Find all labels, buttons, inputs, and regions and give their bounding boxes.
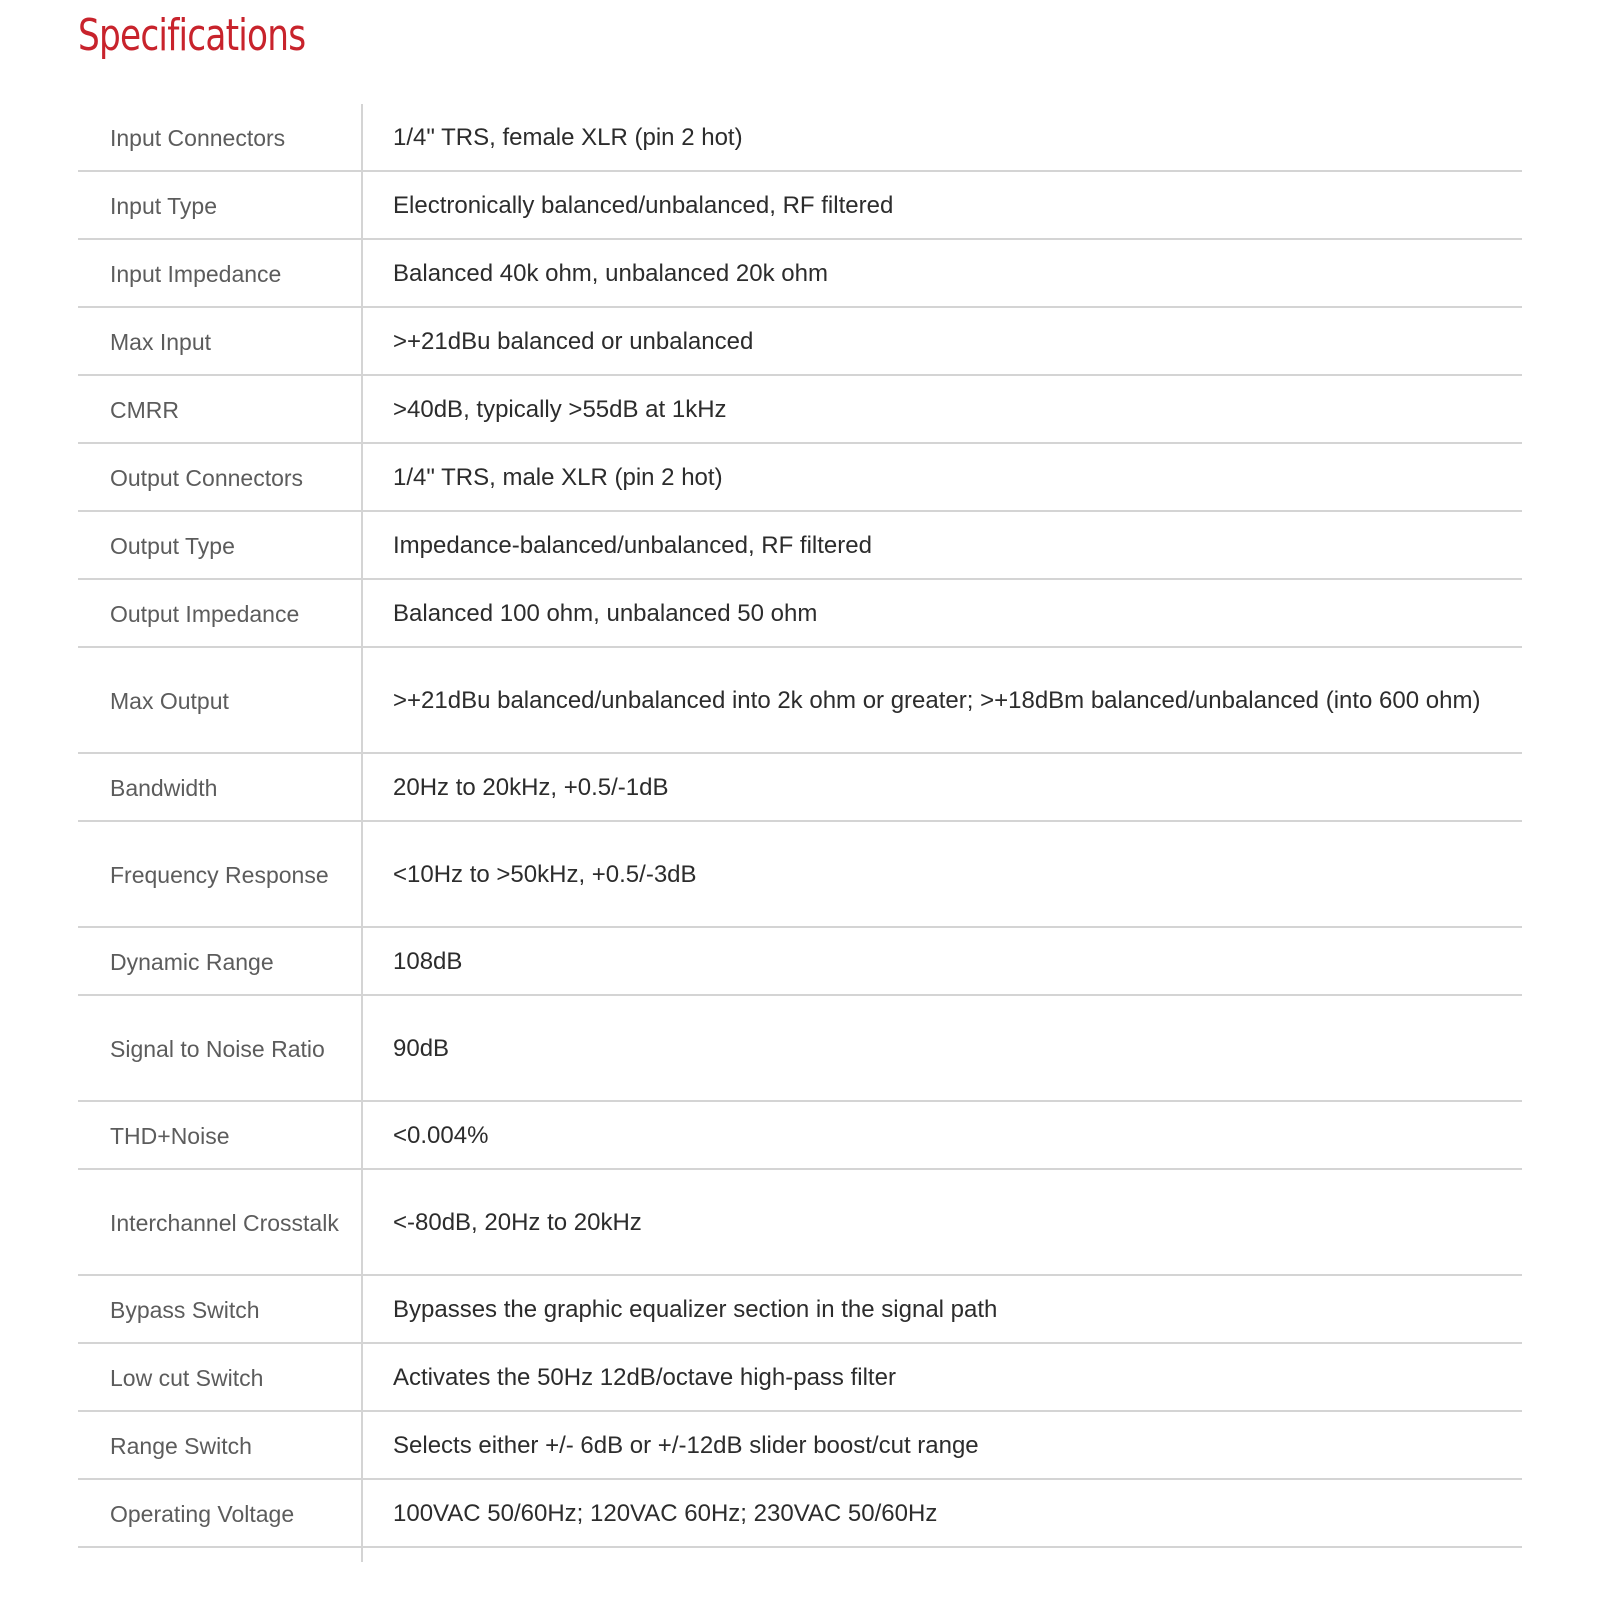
spec-label-cell — [78, 307, 362, 375]
spec-value: Balanced 100 ohm, unbalanced 50 ohm — [393, 600, 818, 627]
spec-label: CMRR — [110, 397, 179, 423]
spec-label-cell — [78, 443, 362, 511]
spec-row-max-input — [78, 307, 1522, 375]
spec-value: Electronically balanced/unbalanced, RF filtered — [393, 192, 894, 219]
spec-row-thd-noise — [78, 1101, 1522, 1169]
spec-row-input-impedance — [78, 239, 1522, 307]
spec-value-cell — [362, 821, 1522, 927]
spec-label: Dynamic Range — [110, 949, 274, 975]
spec-label-cell — [78, 1101, 362, 1169]
spec-value: 108dB — [393, 948, 463, 975]
spec-row-output-impedance — [78, 579, 1522, 647]
spec-label: THD+Noise — [110, 1123, 230, 1149]
spec-value: 100VAC 50/60Hz; 120VAC 60Hz; 230VAC 50/60Hz — [393, 1500, 938, 1527]
spec-row-bandwidth — [78, 753, 1522, 821]
spec-label-cell — [78, 1275, 362, 1343]
spec-label: Input Connectors — [110, 125, 286, 151]
spec-value: >40dB, typically >55dB at 1kHz — [393, 396, 727, 423]
spec-label: Output Connectors — [110, 465, 304, 491]
spec-label: Input Impedance — [110, 261, 282, 287]
spec-row-output-connectors — [78, 443, 1522, 511]
spec-value-cell — [362, 1275, 1522, 1343]
spec-label-cell — [78, 1169, 362, 1275]
spec-value-cell — [362, 927, 1522, 995]
spec-label-cell — [78, 995, 362, 1101]
spec-label-cell — [78, 1411, 362, 1479]
spec-label-cell — [78, 104, 362, 171]
spec-value: Bypasses the graphic equalizer section in the signal path — [393, 1296, 998, 1323]
spec-label: Input Type — [110, 193, 217, 219]
spec-label-cell — [78, 1343, 362, 1411]
spec-value-cell — [362, 104, 1522, 171]
spec-row-max-output — [78, 647, 1522, 753]
spec-value: Activates the 50Hz 12dB/octave high-pass filter — [393, 1364, 896, 1391]
spec-label-cell — [78, 511, 362, 579]
spec-label-cell — [78, 239, 362, 307]
spec-row-signal-to-noise-ratio — [78, 995, 1522, 1101]
spec-row-bypass-switch — [78, 1275, 1522, 1343]
spec-label: Range Switch — [110, 1433, 252, 1459]
spec-label: Max Input — [110, 329, 211, 355]
spec-label: Bandwidth — [110, 775, 218, 801]
spec-value: 90dB — [393, 1035, 450, 1062]
spec-label: Max Output — [110, 688, 229, 714]
spec-value-cell — [362, 753, 1522, 821]
spec-value: Selects either +/- 6dB or +/-12dB slider boost/cut range — [393, 1432, 979, 1459]
spec-value-cell — [362, 995, 1522, 1101]
spec-value: Balanced 40k ohm, unbalanced 20k ohm — [393, 260, 828, 287]
spec-value-cell — [362, 1101, 1522, 1169]
spec-label: Output Impedance — [110, 601, 300, 627]
spec-value-cell — [362, 171, 1522, 239]
spec-row-input-type — [78, 171, 1522, 239]
spec-value: <-80dB, 20Hz to 20kHz — [393, 1209, 642, 1236]
spec-label-cell — [78, 171, 362, 239]
spec-value-cell — [362, 1343, 1522, 1411]
spec-label-cell — [78, 579, 362, 647]
spec-value-cell — [362, 647, 1522, 753]
spec-value: 1/4" TRS, male XLR (pin 2 hot) — [393, 464, 723, 491]
spec-label: Operating Voltage — [110, 1501, 295, 1527]
spec-value: 1/4" TRS, female XLR (pin 2 hot) — [393, 124, 743, 151]
spec-value-cell — [362, 1411, 1522, 1479]
spec-value-cell — [362, 511, 1522, 579]
spec-value: <10Hz to >50kHz, +0.5/-3dB — [393, 861, 697, 888]
spec-row-cmrr — [78, 375, 1522, 443]
spec-value: 20Hz to 20kHz, +0.5/-1dB — [393, 774, 669, 801]
spec-value-cell — [362, 307, 1522, 375]
page-title: Specifications — [78, 10, 306, 61]
spec-value-cell — [362, 579, 1522, 647]
spec-value: <0.004% — [393, 1122, 489, 1149]
spec-value-cell — [362, 443, 1522, 511]
spec-value-cell — [362, 239, 1522, 307]
spec-row-output-type — [78, 511, 1522, 579]
spec-value-cell — [362, 1479, 1522, 1547]
spec-label-cell — [78, 647, 362, 753]
spec-label: Interchannel Crosstalk — [110, 1210, 339, 1236]
spec-label-cell — [78, 821, 362, 927]
spec-value-cell-empty — [362, 1547, 1522, 1562]
spec-label-cell-empty — [78, 1547, 362, 1562]
spec-label-cell — [78, 927, 362, 995]
spec-value: >+21dBu balanced/unbalanced into 2k ohm or greater; >+18dBm balanced/unbalanced (into 600 ohm) — [393, 687, 1481, 714]
spec-row-operating-voltage — [78, 1479, 1522, 1547]
spec-label-cell — [78, 1479, 362, 1547]
specifications-table — [78, 104, 1522, 1562]
spec-row-interchannel-crosstalk — [78, 1169, 1522, 1275]
spec-label: Signal to Noise Ratio — [110, 1036, 325, 1062]
spec-label: Low cut Switch — [110, 1365, 264, 1391]
spec-value-cell — [362, 375, 1522, 443]
spec-row-range-switch — [78, 1411, 1522, 1479]
spec-value: Impedance-balanced/unbalanced, RF filtered — [393, 532, 872, 559]
spec-row-low-cut-switch — [78, 1343, 1522, 1411]
spec-label: Bypass Switch — [110, 1297, 260, 1323]
spec-row-frequency-response — [78, 821, 1522, 927]
spec-value: >+21dBu balanced or unbalanced — [393, 328, 754, 355]
spec-row-continuation — [78, 1547, 1522, 1562]
spec-label: Frequency Response — [110, 862, 329, 888]
spec-label: Output Type — [110, 533, 235, 559]
spec-value-cell — [362, 1169, 1522, 1275]
spec-label-cell — [78, 375, 362, 443]
spec-row-input-connectors — [78, 104, 1522, 171]
spec-row-dynamic-range — [78, 927, 1522, 995]
spec-label-cell — [78, 753, 362, 821]
